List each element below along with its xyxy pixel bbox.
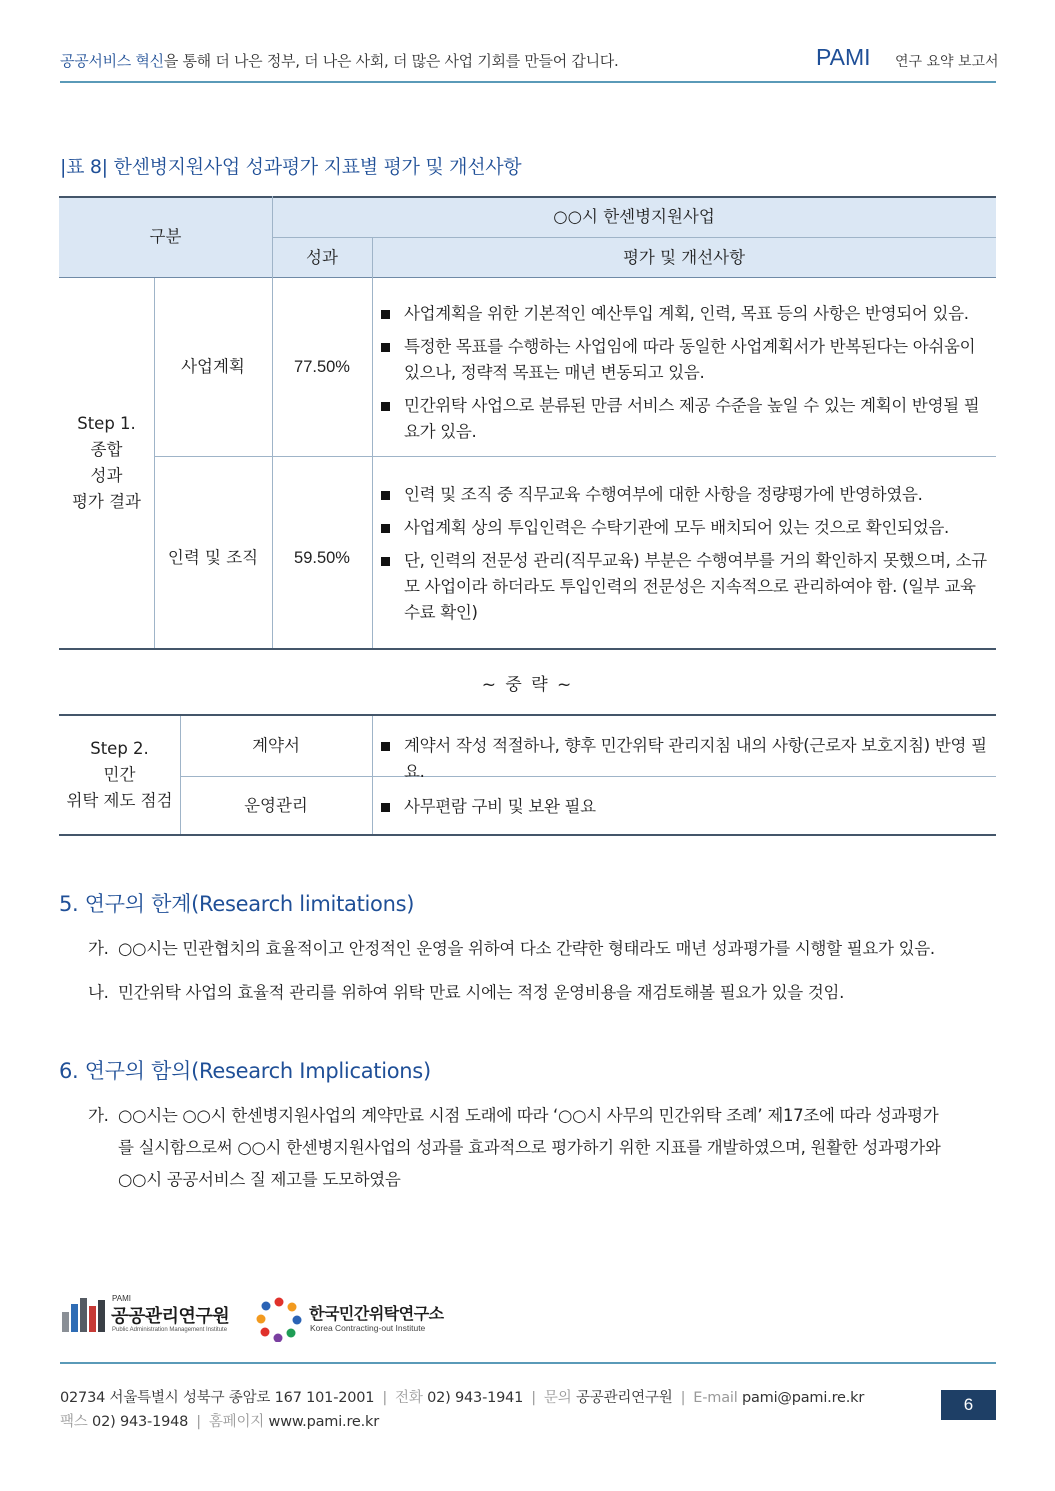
footer-fax-label: 팩스 [60, 1414, 88, 1430]
header-doc-type: 연구 요약 보고서 [895, 54, 999, 70]
kci-logo [256, 1296, 456, 1342]
pami-bars-icon [62, 1298, 104, 1332]
item-label: 가. [88, 1106, 109, 1125]
row-bullets-staff [373, 482, 993, 633]
list-item: 계약서 작성 적절하나, 향후 민간위탁 관리지침 내의 사항(근로자 보호지침) 반영 필요. [373, 733, 993, 785]
step2-label-line-1: Step 2. [90, 739, 149, 758]
row-score-staff: 59.50% [294, 549, 350, 567]
list-item: 민간위탁 사업으로 분류된 만큼 서비스 제공 수준을 높일 수 있는 계획이 반영될 필요가 있음. [373, 393, 993, 445]
footer-divider [60, 1362, 996, 1364]
footer-web-label: 홈페이지 [208, 1414, 265, 1430]
list-item: 사업계획 상의 투입인력은 수탁기관에 모두 배치되어 있는 것으로 확인되었음. [373, 515, 993, 541]
list-item: 단, 인력의 전문성 관리(직무교육) 부분은 수행여부를 거의 확인하지 못했으며, 소규모 사업이라 하더라도 투입인력의 전문성은 지속적으로 관리하여야 함. (일부 교육 수료 확인) [373, 548, 993, 626]
item-label: 나. [88, 983, 109, 1002]
tagline-rest: 을 통해 더 나은 정부, 더 나은 사회, 더 많은 사업 기회를 만들어 갑니다. [163, 52, 619, 70]
row-item-operations: 운영관리 [244, 795, 308, 815]
page-number: 6 [941, 1390, 996, 1420]
footer-email-label: E-mail [693, 1390, 738, 1406]
step1-bottom-rule [59, 648, 996, 650]
header-program: ○○시 한센병지원사업 [553, 206, 715, 226]
footer-tel: 02) 943-1941 [427, 1390, 524, 1406]
item-text: ○○시는 민관협치의 효율적이고 안정적인 운영을 위하여 다소 간략한 형태라도 매년 성과평가를 시행할 필요가 있음. [118, 939, 935, 958]
kci-ring-icon [256, 1296, 302, 1342]
step1-label-line-3: 성과 [90, 466, 123, 485]
step1-label [59, 278, 154, 648]
step2-label [59, 716, 180, 834]
header-tagline [60, 50, 618, 71]
item-text: 민간위탁 사업의 효율적 관리를 위하여 위탁 만료 시에는 적정 운영비용을 재검토해볼 필요가 있을 것임. [118, 983, 845, 1002]
section6-item-a [88, 1100, 988, 1196]
item-line: 를 실시함으로써 ○○시 한센병지원사업의 성과를 효과적으로 평가하기 위한 지표를 개발하였으며, 원활한 성과평가와 [118, 1138, 941, 1157]
header-brand: PAMI [816, 44, 871, 70]
footer-tel-label: 전화 [395, 1390, 423, 1406]
kci-logo-name: 한국민간위탁연구소 [309, 1304, 444, 1323]
step1-label-line-4: 평가 결과 [71, 492, 141, 511]
step1-label-line-1: Step 1. [77, 414, 136, 433]
section5-item-b [88, 977, 988, 1009]
step2-label-line-3: 위탁 제도 점검 [66, 791, 173, 810]
footer-line-2: 팩스 02) 943-1948 | 홈페이지 www.pami.re.kr [60, 1414, 379, 1430]
section6-title: 6. 연구의 함의(Research Implications) [59, 1059, 431, 1083]
pami-logo-small: PAMI [112, 1294, 131, 1303]
footer-address: 02734 서울특별시 성북구 종암로 167 101-2001 [60, 1390, 375, 1406]
step1-label-line-2: 종합 [90, 440, 123, 459]
footer-line-1: 02734 서울특별시 성북구 종암로 167 101-2001 | 전화 02) 943-1941 | 문의 공공관리연구원 | E-mail pami@pami.re.kr [60, 1390, 865, 1406]
row-bullets-plan [373, 301, 993, 452]
item-line: ○○시 공공서비스 질 제고를 도모하였음 [118, 1170, 401, 1189]
row-bullets-contract [373, 733, 993, 792]
footer-fax: 02) 943-1948 [92, 1414, 189, 1430]
omitted-marker: ~ 중 략 ~ [481, 675, 574, 695]
header-score: 성과 [306, 247, 338, 267]
list-item: 사업계획을 위한 기본적인 예산투입 계획, 인력, 목표 등의 사항은 반영되어 있음. [373, 301, 993, 327]
item-line: ○○시는 ○○시 한센병지원사업의 계약만료 시점 도래에 따라 ‘○○시 사무의 민간위탁 조례’ 제17조에 따라 성과평가 [118, 1106, 939, 1125]
section5-item-a [88, 933, 988, 965]
row-item-contract: 계약서 [252, 736, 300, 755]
pami-logo-name: 공공관리연구원 [111, 1306, 230, 1327]
row-item-staff: 인력 및 조직 [167, 548, 259, 567]
pami-logo [62, 1296, 242, 1342]
section5-title: 5. 연구의 한계(Research limitations) [59, 892, 415, 916]
tagline-highlight: 공공서비스 혁신 [60, 52, 164, 70]
kci-logo-sub: Korea Contracting-out Institute [310, 1323, 426, 1333]
step2-bottom-rule [59, 834, 996, 836]
header-divider [60, 81, 996, 83]
list-item: 특정한 목표를 수행하는 사업임에 따라 동일한 사업계획서가 반복된다는 아쉬움이 있으나, 정략적 목표는 매년 변동되고 있음. [373, 334, 993, 386]
row-score-plan: 77.50% [294, 358, 350, 376]
pami-logo-sub: Public Administration Management Institute [112, 1327, 228, 1333]
footer-web[interactable]: www.pami.re.kr [268, 1414, 379, 1430]
header-category: 구분 [149, 227, 182, 246]
row-item-plan: 사업계획 [181, 357, 245, 376]
list-item: 사무편람 구비 및 보완 필요 [373, 794, 993, 820]
table-title: |표 8| 한센병지원사업 성과평가 지표별 평가 및 개선사항 [60, 156, 522, 178]
row-bullets-operations [373, 794, 993, 827]
list-item: 인력 및 조직 중 직무교육 수행여부에 대한 사항을 정량평가에 반영하였음. [373, 482, 993, 508]
item-label: 가. [88, 939, 109, 958]
step2-label-line-2: 민간 [103, 765, 136, 784]
footer-inquiry-label: 문의 [543, 1390, 572, 1406]
footer-inquiry: 공공관리연구원 [575, 1390, 673, 1406]
footer-email[interactable]: pami@pami.re.kr [741, 1390, 865, 1406]
header-evaluation: 평가 및 개선사항 [622, 247, 746, 267]
